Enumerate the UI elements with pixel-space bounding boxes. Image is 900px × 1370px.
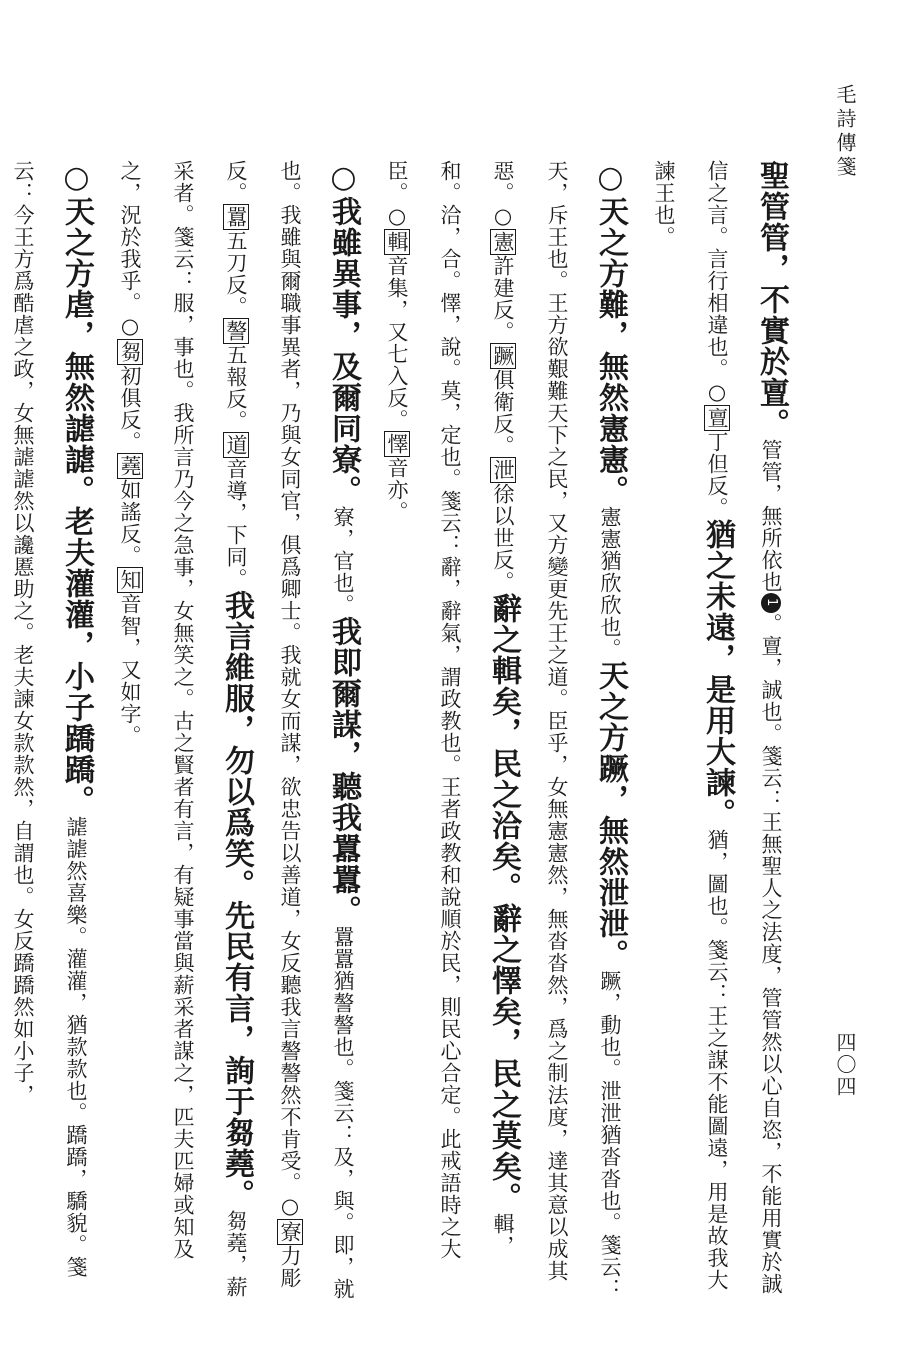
footnote-marker: 1 (761, 593, 781, 613)
commentary-text: 初俱反。 (118, 365, 142, 453)
boxed-character: 蹶 (491, 345, 515, 367)
commentary-text: 音智，又如字。 (118, 593, 142, 747)
paragraph (103, 160, 370, 1300)
verse-text: 聖管管，不實於亶。 (754, 160, 789, 439)
commentary-text: 音集，又七入反。 (385, 255, 409, 431)
running-title: 毛詩傳箋 (833, 84, 857, 180)
commentary-text: 力彫反。 (224, 160, 302, 1289)
verse-text: 辭之輯矣，民之洽矣。辭之懌矣，民之莫矣。 (486, 593, 521, 1213)
verse-text: 我言維服，勿以爲笑。先民有言，詢于芻蕘。 (219, 590, 254, 1210)
verse-text: ○天之方難，無然憲憲。 (593, 160, 628, 506)
verse-text: 猶之未遠，是用大諫。 (700, 519, 735, 829)
commentary-text: 憲憲猶欣欣也。 (598, 506, 622, 660)
commentary-text: 。亶，誠也。箋云：王無聖人之法度，管管然以心自恣，不能用實於誠信之言。言行相違也。○ (705, 160, 783, 1295)
commentary-text: 囂囂猶謷謷也。箋云：及，與。即，就也。我雖與爾職事異者，乃與女同官，俱爲卿士。我就女而謀，欲忠告以善道，女反聽我言謷謷然不肯受。○ (278, 160, 355, 1300)
boxed-character: 芻 (118, 341, 142, 363)
verse-text: 我即爾謀，聽我囂囂。 (326, 616, 361, 926)
paragraph (0, 160, 103, 1300)
boxed-character: 憲 (491, 231, 515, 253)
commentary-text: 謔謔然喜樂。灌灌，猶款款也。蹻蹻，驕貌。箋云：今王方爲酷虐之政，女無謔謔然以讒慝助之。老夫諫女款款然，自謂也。女反蹻蹻然如小子， (11, 160, 88, 1278)
commentary-text: 猶，圖也。箋云：王之謀不能圖遠，用是故我大諫王也。 (652, 160, 729, 1291)
verse-text: ○天之方虐，無然謔謔。 (59, 160, 94, 506)
commentary-text: 輯，和。洽，合。懌，說。莫，定也。箋云：辭，辭氣，謂政教也。王者政教和說順於民，則民心合定。此戒語時之大臣。○ (385, 160, 515, 1260)
boxed-character: 蕘 (118, 455, 142, 477)
commentary-text: 如謠反。 (118, 479, 142, 567)
verse-text: ○我雖異事，及爾同寮。 (326, 160, 361, 506)
commentary-text: 許建反。 (491, 255, 515, 343)
boxed-character: 謷 (224, 320, 248, 342)
commentary-text: 丁但反。 (705, 431, 729, 519)
commentary-text: 音導，下同。 (224, 458, 248, 590)
paragraph (637, 160, 798, 1300)
boxed-character: 輯 (385, 231, 409, 253)
boxed-character: 道 (224, 434, 248, 456)
paragraph (370, 160, 637, 1300)
commentary-text: 音亦。 (385, 457, 409, 523)
boxed-character: 亶 (705, 407, 729, 429)
boxed-character: 囂 (224, 206, 248, 228)
verse-text: 老夫灌灌，小子蹻蹻。 (59, 506, 94, 816)
page-number: 四〇四 (833, 1032, 857, 1098)
commentary-text: 芻蕘，薪采者。箋云：服，事也。我所言乃今之急事，女無笑之。古之賢者有言，有疑事當與薪采者謀之，匹夫匹婦或知及之，況於我乎。○ (118, 160, 248, 1298)
commentary-text: 五刀反。 (224, 230, 248, 318)
commentary-text: 蹶，動也。泄泄猶沓沓也。箋云：天，斥王也。王方欲艱難天下之民，又方變更先王之道。臣乎，女無憲憲然，無沓沓然，爲之制法度，達其意以成其惡。○ (491, 160, 622, 1300)
commentary-text: 管管，無所依也 (759, 439, 783, 593)
verse-text: 天之方蹶，無然泄泄。 (593, 660, 628, 970)
boxed-character: 懌 (385, 433, 409, 455)
commentary-text: 五報反。 (224, 344, 248, 432)
boxed-character: 泄 (491, 459, 515, 481)
commentary-text: 寮，官也。 (331, 506, 355, 616)
vertical-text-body (11, 160, 798, 1300)
boxed-character: 寮 (278, 1221, 302, 1243)
commentary-text: 徐以世反。 (491, 483, 515, 593)
commentary-text: 俱衛反。 (491, 369, 515, 457)
boxed-character: 知 (118, 569, 142, 591)
